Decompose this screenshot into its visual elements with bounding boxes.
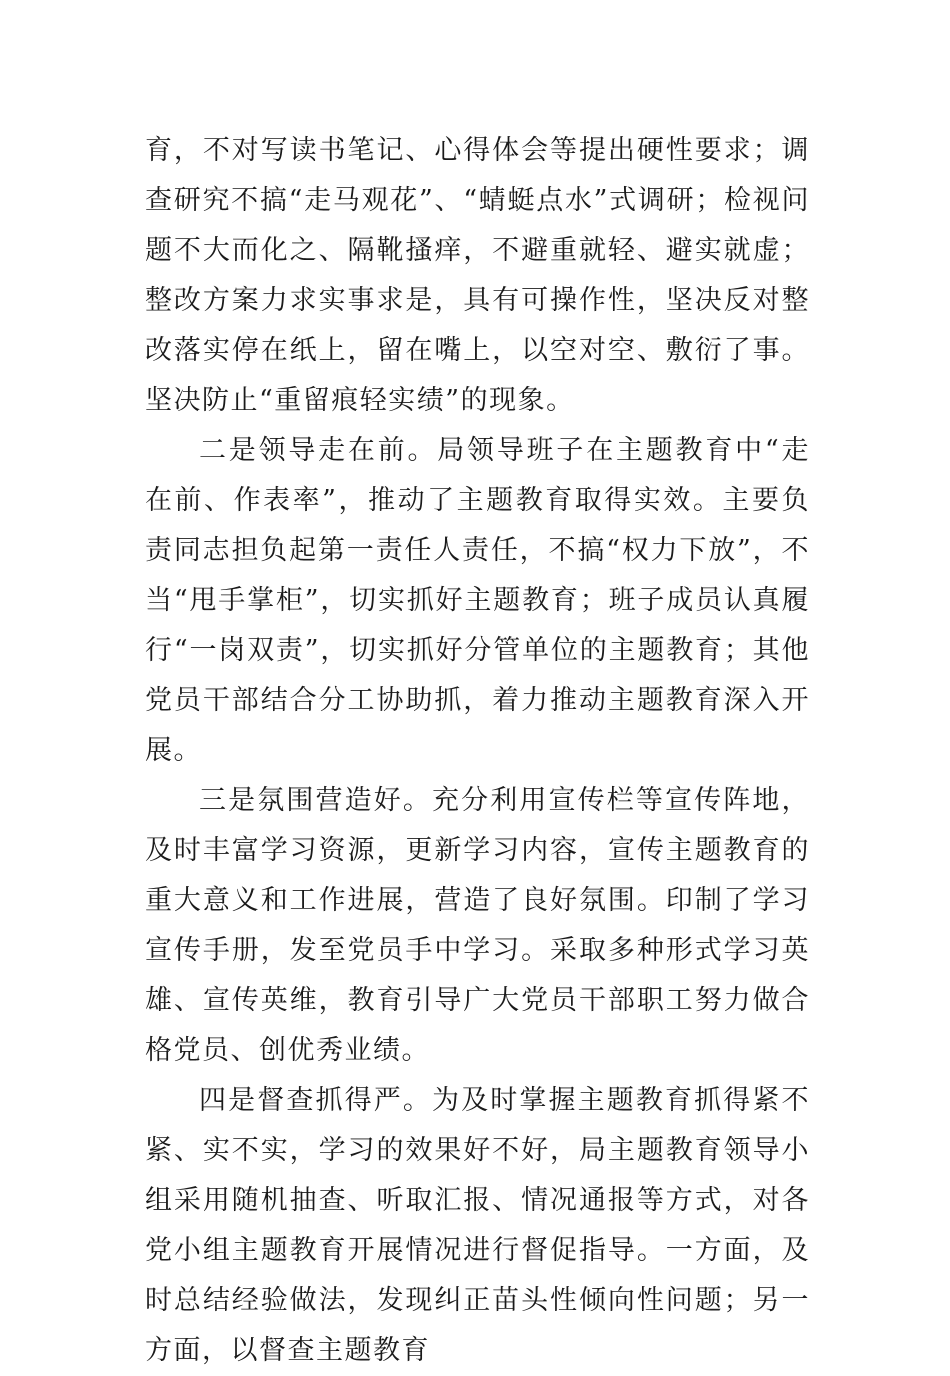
paragraph-leadership: 二是领导走在前。局领导班子在主题教育中“走在前、作表率”，推动了主题教育取得实效。主要负责同志担负起第一责任人责任，不搞“权力下放”，不当“甩手掌柜”，切实抓好主题教育；班子成员认真履行“一岗双责”，切实抓好分管单位的主题教育；其他党员干部结合分工协助抓，着力推动主题教育深入开展。 [145, 435, 810, 766]
paragraph-atmosphere: 三是氛围营造好。充分利用宣传栏等宣传阵地，及时丰富学习资源，更新学习内容，宣传主题教育的重大意义和工作进展，营造了良好氛围。印制了学习宣传手册，发至党员手中学习。采取多种形式学习英雄、宣传英维，教育引导广大党员干部职工努力做合格党员、创优秀业绩。 [145, 785, 810, 1066]
document-body [145, 126, 810, 1376]
paragraph-continuation: 育，不对写读书笔记、心得体会等提出硬性要求；调查研究不搞“走马观花”、“蜻蜓点水”式调研；检视问题不大而化之、隔靴搔痒，不避重就轻、避实就虚；整改方案力求实事求是，具有可操作性，坚决反对整改落实停在纸上，留在嘴上，以空对空、敷衍了事。坚决防止“重留痕轻实绩”的现象。 [145, 135, 810, 416]
paragraph-supervision: 四是督查抓得严。为及时掌握主题教育抓得紧不紧、实不实，学习的效果好不好，局主题教育领导小组采用随机抽查、听取汇报、情况通报等方式，对各党小组主题教育开展情况进行督促指导。一方面，及时总结经验做法，发现纠正苗头性倾向性问题；另一方面，以督查主题教育 [145, 1085, 810, 1366]
